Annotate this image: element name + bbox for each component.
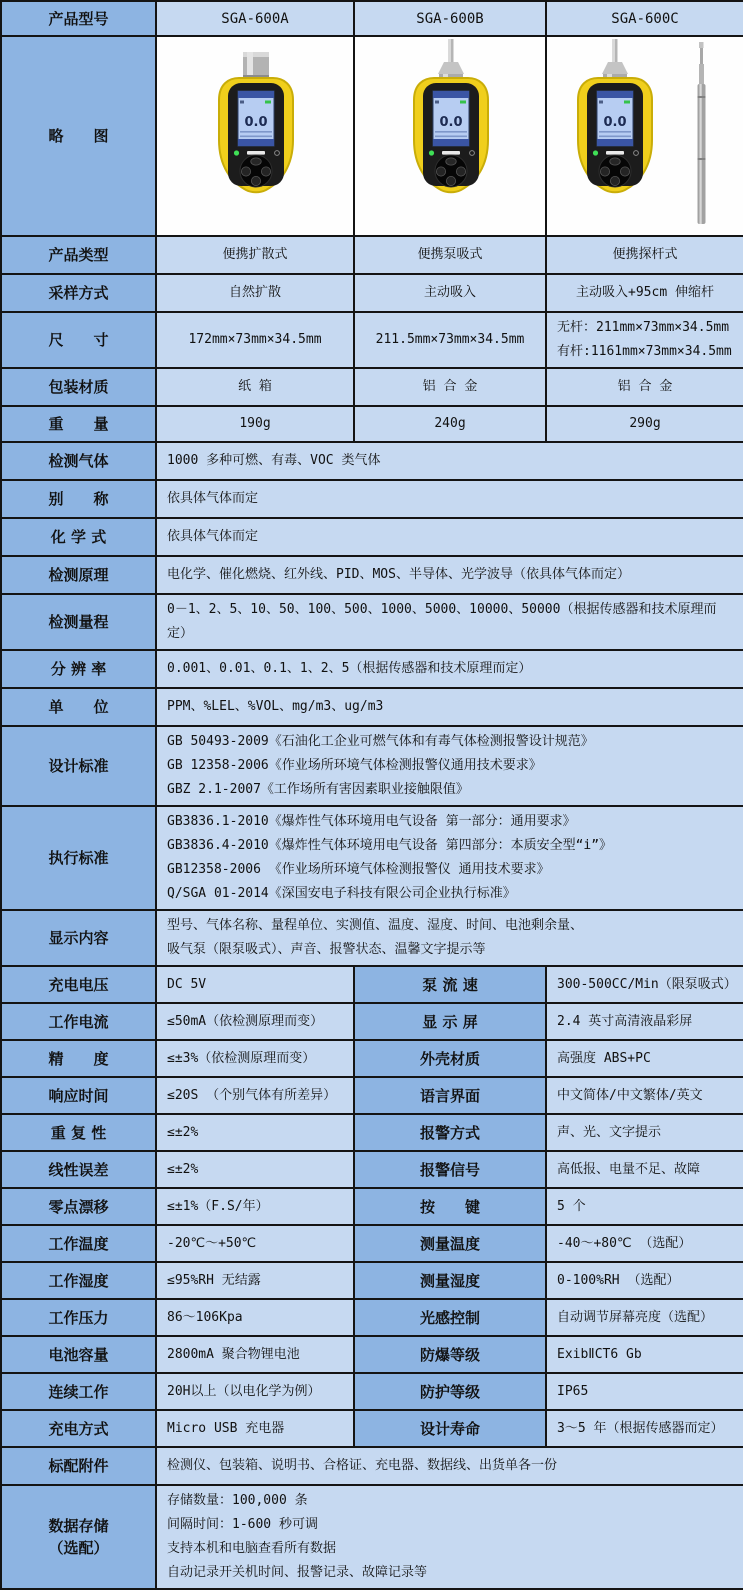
spec-row <box>1 518 743 556</box>
product-value-cell <box>546 312 743 368</box>
row-label: 防爆等级 <box>419 1345 480 1364</box>
cell-text: 便携扩散式 <box>222 247 288 262</box>
brand-logo <box>247 151 265 155</box>
row-label: 分 辨 率 <box>50 660 107 678</box>
row-label: 响应时间 <box>48 1086 109 1105</box>
label-cell <box>1 274 156 312</box>
label-cell <box>1 1040 156 1077</box>
cell-text: Micro USB 充电器 <box>167 1420 285 1436</box>
row-label: 线性误差 <box>48 1160 109 1179</box>
label-cell <box>354 1188 546 1225</box>
split-spec-row <box>1 1151 743 1188</box>
cell-text: 支持本机和电脑查看所有数据 <box>167 1541 337 1556</box>
row-label: 检测原理 <box>48 566 109 584</box>
label-cell <box>1 1114 156 1151</box>
spec-row <box>1 480 743 518</box>
product-value-cell <box>354 274 546 312</box>
row-label: 测量湿度 <box>419 1271 480 1290</box>
cell-text: 0-100%RH （选配） <box>557 1272 680 1288</box>
device-photo-cell <box>546 36 743 236</box>
brand-logo <box>606 151 624 155</box>
cell-text: GB 50493-2009《石油化工企业可燃气体和有毒气体检测报警设计规范》 <box>167 734 594 749</box>
spec-value-cell <box>546 966 743 1003</box>
row-label: 语言界面 <box>419 1086 480 1105</box>
device-screen-value: 0.0 <box>244 115 268 130</box>
spec-value-cell <box>156 1262 354 1299</box>
cell-text: ExibⅡCT6 Gb <box>557 1346 642 1362</box>
spec-value-cell <box>156 966 354 1003</box>
cell-text: 0－1、2、5、10、50、100、500、1000、5000、10000、50000（根据传感器和技术原理而定） <box>167 602 717 641</box>
product-row <box>1 274 743 312</box>
cell-text: 自动调节屏幕亮度（选配） <box>557 1309 714 1325</box>
spec-value-cell <box>156 1114 354 1151</box>
device-image-sga-600c <box>550 38 740 230</box>
label-cell <box>1 1447 156 1485</box>
product-value-cell <box>354 236 546 274</box>
cell-text: 5 个 <box>557 1198 586 1214</box>
row-label: 别 称 <box>48 490 109 508</box>
cell-text: 纸 箱 <box>238 379 272 394</box>
cell-text: GB 12358-2006《作业场所环境气体检测报警仪通用技术要求》 <box>167 758 542 773</box>
label-cell <box>354 1299 546 1336</box>
cell-text: IP65 <box>557 1383 589 1399</box>
label-cell <box>1 1299 156 1336</box>
row-label: 设计寿命 <box>419 1419 480 1438</box>
keypad <box>599 155 631 187</box>
device-photo-cell <box>156 36 354 236</box>
label-cell <box>1 480 156 518</box>
product-row <box>1 368 743 406</box>
cell-text: ≤50mA（依检测原理而变） <box>167 1013 324 1029</box>
cell-text: -40～+80℃ （选配） <box>557 1235 692 1251</box>
spec-value-cell <box>546 1336 743 1373</box>
label-cell <box>1 556 156 594</box>
spec-row <box>1 726 743 806</box>
keypad <box>435 155 467 187</box>
cell-text: 190g <box>239 416 271 431</box>
label-cell <box>1 518 156 556</box>
cell-text: 2800mA 聚合物锂电池 <box>167 1346 300 1362</box>
row-label: 报警方式 <box>419 1123 480 1142</box>
label-cell <box>1 368 156 406</box>
label-cell <box>354 1077 546 1114</box>
cell-text: 中文简体/中文繁体/英文 <box>557 1087 703 1103</box>
cell-text: 3～5 年（根据传感器而定） <box>557 1420 724 1436</box>
spec-value-cell <box>156 594 743 650</box>
row-label: 防护等级 <box>419 1382 480 1401</box>
row-label: 包装材质 <box>48 378 109 396</box>
cell-text: ≤95%RH 无结露 <box>167 1272 261 1288</box>
row-label: 工作压力 <box>48 1308 109 1327</box>
device-photo-cell <box>354 36 546 236</box>
spec-value-cell <box>546 1299 743 1336</box>
split-spec-row <box>1 1188 743 1225</box>
split-spec-row <box>1 1262 743 1299</box>
row-label: 报警信号 <box>419 1160 480 1179</box>
cell-text: ≤±2% <box>167 1124 199 1140</box>
row-label: 设计标准 <box>48 757 109 775</box>
row-label: 精 度 <box>48 1049 109 1068</box>
sketch-label-cell <box>1 36 156 236</box>
product-value-cell <box>546 274 743 312</box>
model-cell: SGA-600B <box>354 1 546 36</box>
spec-table-body <box>1 1 743 1589</box>
sketch-row <box>1 36 743 236</box>
row-label: 检测量程 <box>48 613 109 631</box>
row-label: 显示内容 <box>48 929 109 947</box>
label-cell <box>1 688 156 726</box>
cell-text: GB3836.4-2010《爆炸性气体环境用电气设备 第四部分：本质安全型“i”》 <box>167 838 613 853</box>
spec-value-cell <box>156 442 743 480</box>
spec-value-cell <box>156 1003 354 1040</box>
row-label: 工作湿度 <box>48 1271 109 1290</box>
product-value-cell <box>156 236 354 274</box>
cell-text: PPM、%LEL、%VOL、mg/m3、ug/m3 <box>167 699 384 714</box>
spec-row <box>1 556 743 594</box>
device-screen-value: 0.0 <box>439 115 463 130</box>
cell-text: 电化学、催化燃烧、红外线、PID、MOS、半导体、光学波导（依具体气体而定） <box>167 567 630 582</box>
label-cell <box>1 650 156 688</box>
product-value-cell <box>354 368 546 406</box>
led-indicator <box>234 150 239 155</box>
device-image-sga-600a <box>160 38 350 230</box>
spec-value-cell <box>546 1373 743 1410</box>
device-body-group <box>578 39 652 192</box>
product-value-cell <box>546 406 743 442</box>
device-body-group <box>414 39 488 192</box>
label-cell <box>1 806 156 910</box>
spec-row <box>1 1447 743 1485</box>
label-cell <box>354 1262 546 1299</box>
header-label-cell <box>1 1 156 36</box>
cell-text: 铝 合 金 <box>422 379 478 394</box>
spec-value-cell <box>156 1336 354 1373</box>
label-cell <box>1 1410 156 1447</box>
cell-text: 吸气泵（限泵吸式）、声音、报警状态、温馨文字提示等 <box>167 942 486 957</box>
split-spec-row <box>1 1077 743 1114</box>
row-label: 检测气体 <box>48 452 109 470</box>
row-label: 连续工作 <box>48 1382 109 1401</box>
cell-text: 20H以上（以电化学为例） <box>167 1383 321 1399</box>
label-cell <box>1 1373 156 1410</box>
cell-text: 0.001、0.01、0.1、1、2、5（根据传感器和技术原理而定） <box>167 661 532 676</box>
row-label: 测量温度 <box>419 1234 480 1253</box>
spec-value-cell <box>546 1225 743 1262</box>
spec-value-cell <box>156 480 743 518</box>
model-cell: SGA-600A <box>156 1 354 36</box>
keypad <box>240 155 272 187</box>
row-label: 充电电压 <box>48 975 109 994</box>
cell-text: ≤±2% <box>167 1161 199 1177</box>
led-indicator <box>593 150 598 155</box>
spec-value-cell <box>156 726 743 806</box>
split-spec-row <box>1 1114 743 1151</box>
cell-text: ≤20S （个别气体有所差异） <box>167 1087 337 1103</box>
spec-value-cell <box>546 1077 743 1114</box>
spec-value-cell <box>546 1114 743 1151</box>
label-cell <box>1 406 156 442</box>
row-label: 光感控制 <box>419 1308 480 1327</box>
cell-text: 高强度 ABS+PC <box>557 1050 651 1066</box>
split-spec-row <box>1 1225 743 1262</box>
cell-text: GB3836.1-2010《爆炸性气体环境用电气设备 第一部分：通用要求》 <box>167 814 576 829</box>
brand-logo <box>442 151 460 155</box>
led-indicator <box>429 150 434 155</box>
row-label: 产品型号 <box>48 9 109 28</box>
row-label: 工作温度 <box>48 1234 109 1253</box>
cell-text: 300-500CC/Min（限泵吸式） <box>557 976 737 992</box>
device-body-group <box>219 52 293 192</box>
cell-text: 主动吸入 <box>423 285 476 300</box>
cell-text: 自然扩散 <box>228 285 281 300</box>
spec-value-cell <box>156 1040 354 1077</box>
product-value-cell <box>156 368 354 406</box>
row-label: 产品类型 <box>48 246 109 264</box>
cell-text: 依具体气体而定 <box>167 491 259 506</box>
cell-text: 290g <box>629 416 661 431</box>
row-label: 略 图 <box>48 127 109 145</box>
lcd-screen <box>238 91 274 146</box>
row-label: 外壳材质 <box>419 1049 480 1068</box>
cell-text: 有杆:1161mm×73mm×34.5mm <box>557 344 732 359</box>
row-label: 数据存储 <box>48 1517 109 1535</box>
row-label: 单 位 <box>48 698 109 716</box>
spec-value-cell <box>156 1373 354 1410</box>
spec-value-cell <box>156 910 743 966</box>
cell-text: 高低报、电量不足、故障 <box>557 1161 701 1177</box>
product-row <box>1 236 743 274</box>
cell-text: 型号、气体名称、量程单位、实测值、温度、湿度、时间、电池剩余量、 <box>167 918 584 933</box>
product-row <box>1 406 743 442</box>
cell-text: 86～106Kpa <box>167 1309 243 1325</box>
row-label: 零点漂移 <box>48 1197 109 1216</box>
row-label: 充电方式 <box>48 1419 109 1438</box>
cell-text: -20℃～+50℃ <box>167 1235 257 1251</box>
split-spec-row <box>1 1410 743 1447</box>
product-value-cell <box>156 274 354 312</box>
cell-text: 依具体气体而定 <box>167 529 259 544</box>
label-cell <box>1 966 156 1003</box>
label-cell <box>1 910 156 966</box>
lcd-screen <box>597 91 633 146</box>
split-spec-row <box>1 1003 743 1040</box>
cell-text: 便携泵吸式 <box>417 247 483 262</box>
spec-row <box>1 806 743 910</box>
spec-value-cell <box>546 1188 743 1225</box>
spec-value-cell <box>156 556 743 594</box>
label-cell <box>1 726 156 806</box>
label-cell <box>1 1262 156 1299</box>
cell-text: 间隔时间：1-600 秒可调 <box>167 1517 318 1532</box>
row-label: 泵 流 速 <box>422 975 478 994</box>
split-spec-row <box>1 1336 743 1373</box>
split-spec-row <box>1 1040 743 1077</box>
label-cell <box>1 442 156 480</box>
cell-text: 声、光、文字提示 <box>557 1124 662 1140</box>
spec-value-cell <box>156 1485 743 1589</box>
label-cell <box>1 1151 156 1188</box>
spec-value-cell <box>546 1003 743 1040</box>
spec-value-cell <box>156 1410 354 1447</box>
label-cell <box>1 1077 156 1114</box>
cell-text: GB12358-2006 《作业场所环境气体检测报警仪 通用技术要求》 <box>167 862 550 877</box>
label-cell <box>1 1225 156 1262</box>
spec-value-cell <box>156 1447 743 1485</box>
cell-text: 主动吸入+95cm 伸缩杆 <box>576 285 714 300</box>
spec-row <box>1 910 743 966</box>
cell-text: ≤±3%（依检测原理而变） <box>167 1050 316 1066</box>
product-row <box>1 312 743 368</box>
label-cell <box>354 1336 546 1373</box>
row-label: 按 键 <box>419 1197 480 1216</box>
device-screen-value: 0.0 <box>603 115 627 130</box>
header-row <box>1 1 743 36</box>
row-label: 尺 寸 <box>48 331 109 349</box>
product-value-cell <box>546 368 743 406</box>
spec-value-cell <box>156 650 743 688</box>
label-cell <box>354 966 546 1003</box>
row-label: 采样方式 <box>48 284 109 302</box>
label-cell <box>354 1040 546 1077</box>
cell-text: DC 5V <box>167 976 207 992</box>
spec-row <box>1 650 743 688</box>
label-cell <box>354 1151 546 1188</box>
row-label: （选配） <box>48 1539 109 1557</box>
spec-row <box>1 1485 743 1589</box>
spec-value-cell <box>546 1262 743 1299</box>
row-label: 显 示 屏 <box>422 1012 478 1031</box>
row-label: 工作电流 <box>48 1012 109 1031</box>
cell-text: 172mm×73mm×34.5mm <box>188 332 322 347</box>
cell-text: 存储数量：100,000 条 <box>167 1493 308 1508</box>
label-cell <box>354 1225 546 1262</box>
label-cell <box>1 1188 156 1225</box>
spec-value-cell <box>156 1299 354 1336</box>
product-value-cell <box>156 312 354 368</box>
split-spec-row <box>1 966 743 1003</box>
product-value-cell <box>354 406 546 442</box>
row-label: 执行标准 <box>48 849 109 867</box>
telescopic-rod-icon <box>698 42 706 224</box>
row-label: 电池容量 <box>48 1345 109 1364</box>
spec-value-cell <box>156 518 743 556</box>
spec-value-cell <box>546 1151 743 1188</box>
row-label: 标配附件 <box>48 1457 109 1475</box>
lcd-screen <box>433 91 469 146</box>
spec-value-cell <box>546 1410 743 1447</box>
cell-text: 铝 合 金 <box>617 379 673 394</box>
split-spec-row <box>1 1299 743 1336</box>
row-label: 化 学 式 <box>50 528 107 546</box>
cell-text: ≤±1%（F.S/年） <box>167 1198 269 1214</box>
spec-row <box>1 594 743 650</box>
sensor-cap-icon <box>243 52 269 80</box>
cell-text: 便携探杆式 <box>612 247 678 262</box>
label-cell <box>1 1003 156 1040</box>
spec-row <box>1 442 743 480</box>
label-cell <box>354 1373 546 1410</box>
cell-text: GBZ 2.1-2007《工作场所有害因素职业接触限值》 <box>167 782 469 797</box>
product-value-cell <box>354 312 546 368</box>
row-label: 重 量 <box>48 415 109 433</box>
spec-row <box>1 688 743 726</box>
split-spec-row <box>1 1373 743 1410</box>
label-cell <box>354 1410 546 1447</box>
cell-text: 2.4 英寸高清液晶彩屏 <box>557 1013 693 1029</box>
spec-value-cell <box>156 1151 354 1188</box>
spec-value-cell <box>156 688 743 726</box>
cell-text: 检测仪、包装箱、说明书、合格证、充电器、数据线、出货单各一份 <box>167 1458 558 1473</box>
cell-text: 无杆：211mm×73mm×34.5mm <box>557 320 730 335</box>
model-cell: SGA-600C <box>546 1 743 36</box>
cell-text: Q/SGA 01-2014《深国安电子科技有限公司企业执行标准》 <box>167 886 516 901</box>
spec-value-cell <box>156 1077 354 1114</box>
spec-value-cell <box>156 1225 354 1262</box>
spec-value-cell <box>156 1188 354 1225</box>
label-cell <box>1 312 156 368</box>
spec-value-cell <box>546 1040 743 1077</box>
cell-text: 自动记录开关机时间、报警记录、故障记录等 <box>167 1565 428 1580</box>
spec-value-cell <box>156 806 743 910</box>
cell-text: 1000 多种可燃、有毒、VOC 类气体 <box>167 453 381 468</box>
device-image-sga-600b <box>355 38 545 230</box>
label-cell <box>354 1003 546 1040</box>
label-cell <box>1 1485 156 1589</box>
cell-text: 240g <box>434 416 466 431</box>
cell-text: 211.5mm×73mm×34.5mm <box>375 332 525 347</box>
label-cell <box>1 236 156 274</box>
label-cell <box>1 594 156 650</box>
label-cell <box>354 1114 546 1151</box>
label-cell <box>1 1336 156 1373</box>
row-label: 重 复 性 <box>50 1123 107 1142</box>
product-value-cell <box>546 236 743 274</box>
product-value-cell <box>156 406 354 442</box>
